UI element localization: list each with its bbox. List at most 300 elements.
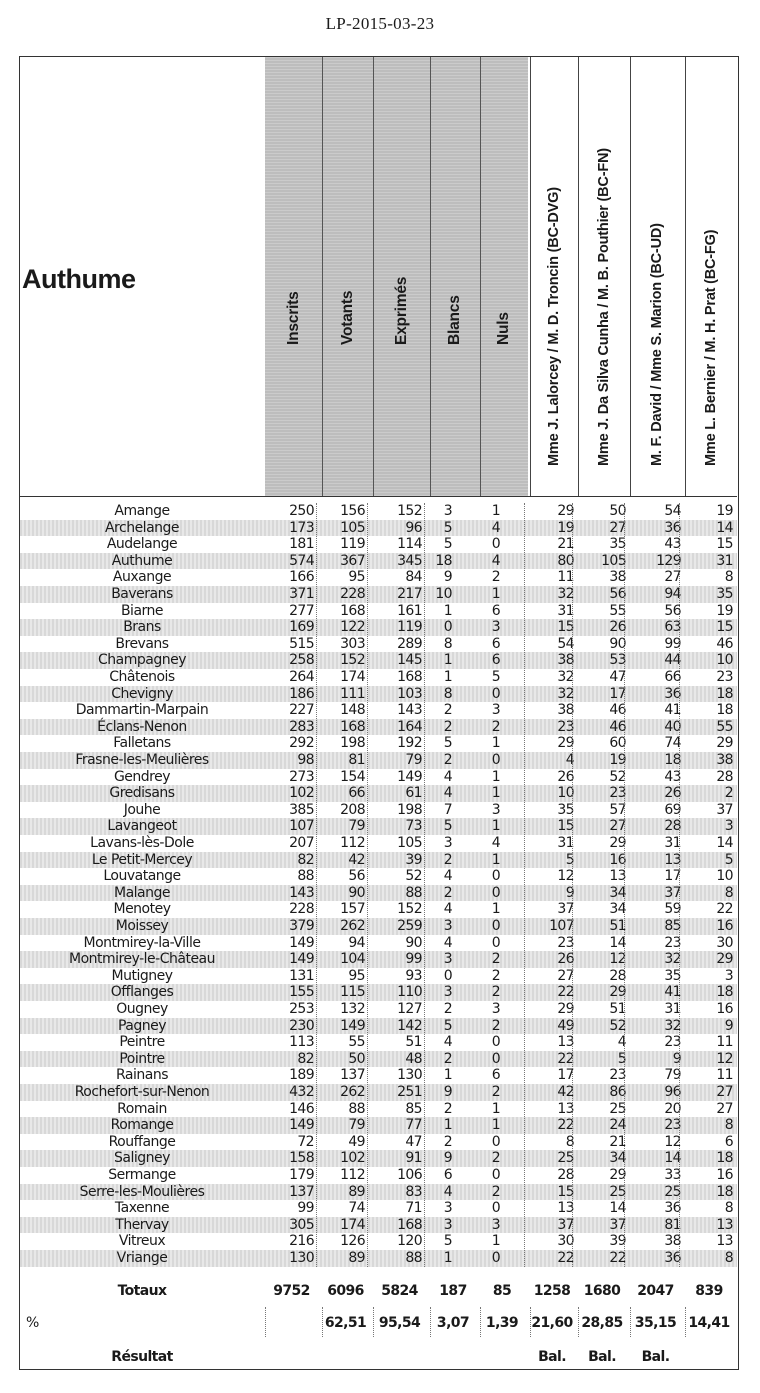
table-cell: 33 xyxy=(664,1167,681,1183)
table-cell: 145 xyxy=(397,652,422,669)
column-guide xyxy=(524,503,525,1267)
table-cell: 38 xyxy=(557,652,574,669)
table-cell: 37 xyxy=(609,1216,626,1233)
column-header-label: Exprimés xyxy=(392,276,410,345)
table-cell: 9 xyxy=(443,569,452,586)
table-cell: 132 xyxy=(340,1001,365,1017)
table-cell: 94 xyxy=(348,934,365,951)
table-cell: 14 xyxy=(716,835,733,851)
table-cell: 6 xyxy=(491,1067,500,1084)
table-cell: 289 xyxy=(397,635,422,652)
footer-divider xyxy=(265,1307,266,1337)
table-cell: 88 xyxy=(405,1250,422,1266)
table-cell: 198 xyxy=(340,735,365,752)
table-cell: 253 xyxy=(289,1001,314,1017)
table-cell: 35 xyxy=(664,967,681,984)
table-cell: 16 xyxy=(609,851,626,868)
table-cell: 16 xyxy=(716,1167,733,1183)
table-row xyxy=(20,1150,737,1167)
table-cell: 52 xyxy=(609,768,626,785)
table-cell: 158 xyxy=(289,1150,314,1167)
table-cell: 0 xyxy=(443,967,452,984)
table-cell: 6 xyxy=(724,1133,733,1150)
table-cell: 4 xyxy=(443,768,452,785)
table-cell: 37 xyxy=(557,901,574,918)
column-guide xyxy=(624,503,625,1267)
table-cell: 9 xyxy=(443,1084,452,1100)
table-cell: 38 xyxy=(557,702,574,719)
table-cell: 27 xyxy=(664,569,681,586)
table-row xyxy=(20,868,737,885)
table-cell: 5 xyxy=(617,1050,626,1067)
table-cell: 53 xyxy=(609,652,626,669)
table-cell: 29 xyxy=(557,735,574,752)
table-cell: 6 xyxy=(491,635,500,652)
table-cell: 15 xyxy=(716,536,733,553)
table-row xyxy=(20,1233,737,1250)
table-cell: 1 xyxy=(491,851,500,868)
table-cell: 90 xyxy=(405,934,422,951)
table-cell: 1 xyxy=(491,586,500,602)
table-cell: 88 xyxy=(405,884,422,901)
table-cell: 515 xyxy=(289,635,314,652)
table-row xyxy=(20,968,737,985)
table-cell: 96 xyxy=(664,1084,681,1100)
table-row xyxy=(20,885,737,902)
commune-name: Rochefort-sur-Nenon xyxy=(74,1084,210,1100)
table-cell: 88 xyxy=(348,1100,365,1117)
table-row xyxy=(20,1034,737,1051)
table-cell: 3 xyxy=(443,835,452,851)
table-cell: 2 xyxy=(443,1100,452,1117)
table-cell: 36 xyxy=(664,685,681,702)
table-cell: 130 xyxy=(289,1250,314,1266)
table-cell: 13 xyxy=(557,1100,574,1117)
table-cell: 4 xyxy=(491,552,500,569)
table-cell: 25 xyxy=(609,1183,626,1200)
commune-name: Moissey xyxy=(115,918,169,934)
table-cell: 173 xyxy=(289,519,314,536)
table-cell: 85 xyxy=(405,1100,422,1117)
table-cell: 3 xyxy=(443,503,452,519)
table-cell: 81 xyxy=(348,752,365,768)
commune-name: Dammartin-Marpain xyxy=(75,702,209,719)
table-cell: 15 xyxy=(716,619,733,636)
table-cell: 217 xyxy=(397,586,422,602)
table-cell: 71 xyxy=(405,1200,422,1217)
table-row xyxy=(20,686,737,703)
column-guide xyxy=(679,503,680,1267)
table-cell: 0 xyxy=(491,752,500,768)
table-cell: 5 xyxy=(443,519,452,536)
table-row xyxy=(20,818,737,835)
table-cell: 250 xyxy=(289,503,314,519)
table-cell: 19 xyxy=(609,752,626,768)
table-row xyxy=(20,1184,737,1201)
footer-cell: 21,60 xyxy=(531,1315,573,1331)
table-cell: 120 xyxy=(397,1233,422,1250)
table-cell: 42 xyxy=(348,851,365,868)
commune-name: Amange xyxy=(114,503,170,519)
table-cell: 56 xyxy=(348,868,365,885)
table-cell: 258 xyxy=(289,652,314,669)
table-cell: 149 xyxy=(397,768,422,785)
table-cell: 1 xyxy=(491,735,500,752)
table-cell: 22 xyxy=(557,984,574,1001)
table-row xyxy=(20,636,737,653)
table-cell: 56 xyxy=(609,586,626,602)
table-cell: 11 xyxy=(557,569,574,586)
table-cell: 0 xyxy=(491,1034,500,1051)
table-cell: 2 xyxy=(443,1133,452,1150)
table-row xyxy=(20,702,737,719)
commune-name: Malange xyxy=(114,884,170,901)
table-cell: 1 xyxy=(443,652,452,669)
header-col-candidate xyxy=(530,57,578,496)
commune-name: Audelange xyxy=(106,536,178,553)
table-cell: 25 xyxy=(664,1183,681,1200)
table-cell: 14 xyxy=(609,1200,626,1217)
table-cell: 105 xyxy=(340,519,365,536)
table-cell: 119 xyxy=(340,536,365,553)
table-cell: 19 xyxy=(557,519,574,536)
table-cell: 46 xyxy=(716,635,733,652)
footer-label: Résultat xyxy=(111,1349,173,1365)
commune-name: Vriange xyxy=(116,1250,168,1266)
table-row xyxy=(20,536,737,553)
table-cell: 38 xyxy=(716,752,733,768)
commune-name: Romange xyxy=(110,1117,174,1134)
table-cell: 0 xyxy=(491,868,500,885)
footer-cell: 28,85 xyxy=(581,1315,623,1331)
commune-name: Éclans-Nenon xyxy=(97,718,187,735)
table-row xyxy=(20,1001,737,1018)
table-cell: 60 xyxy=(609,735,626,752)
footer-cell: 187 xyxy=(439,1283,467,1299)
table-cell: 93 xyxy=(405,967,422,984)
table-cell: 14 xyxy=(716,519,733,536)
table-cell: 0 xyxy=(491,536,500,553)
table-cell: 1 xyxy=(443,1117,452,1134)
table-cell: 29 xyxy=(716,951,733,968)
table-cell: 74 xyxy=(664,735,681,752)
table-cell: 2 xyxy=(491,1183,500,1200)
table-cell: 12 xyxy=(716,1050,733,1067)
table-cell: 0 xyxy=(491,1167,500,1183)
results-table xyxy=(19,56,739,1370)
table-cell: 51 xyxy=(405,1034,422,1051)
table-row xyxy=(20,719,737,736)
commune-title: Authume xyxy=(22,264,136,294)
table-cell: 57 xyxy=(609,801,626,818)
table-cell: 23 xyxy=(609,785,626,802)
table-cell: 73 xyxy=(405,818,422,835)
table-cell: 37 xyxy=(664,884,681,901)
table-cell: 1 xyxy=(491,1100,500,1117)
table-cell: 34 xyxy=(609,1150,626,1167)
candidate-header-label: Mme J. Lalorcey / M. D. Troncin (BC-DVG) xyxy=(545,187,562,466)
column-header-label: Blancs xyxy=(446,295,463,345)
table-cell: 1 xyxy=(443,1250,452,1266)
table-cell: 27 xyxy=(557,967,574,984)
table-cell: 2 xyxy=(443,1001,452,1017)
table-cell: 228 xyxy=(289,901,314,918)
table-cell: 29 xyxy=(609,984,626,1001)
table-cell: 88 xyxy=(297,868,314,885)
table-cell: 3 xyxy=(443,951,452,968)
table-cell: 228 xyxy=(340,586,365,602)
footer-cell: 62,51 xyxy=(324,1315,367,1331)
table-cell: 3 xyxy=(491,801,500,818)
table-cell: 5 xyxy=(491,669,500,685)
table-cell: 35 xyxy=(609,536,626,553)
table-cell: 105 xyxy=(601,552,626,569)
commune-name: Frasne-les-Meulières xyxy=(75,752,209,768)
table-cell: 4 xyxy=(443,934,452,951)
table-cell: 11 xyxy=(716,1067,733,1084)
table-cell: 18 xyxy=(716,702,733,719)
table-cell: 166 xyxy=(289,569,314,586)
table-cell: 23 xyxy=(609,1067,626,1084)
table-cell: 18 xyxy=(716,1183,733,1200)
footer-label: % xyxy=(26,1315,39,1331)
header-col-stat xyxy=(373,57,430,496)
header-col-stat xyxy=(322,57,373,496)
table-row xyxy=(20,951,737,968)
table-cell: 3 xyxy=(724,967,733,984)
table-cell: 40 xyxy=(664,718,681,735)
table-cell: 104 xyxy=(340,951,365,968)
table-cell: 157 xyxy=(340,901,365,918)
table-cell: 122 xyxy=(340,619,365,636)
table-cell: 179 xyxy=(289,1167,314,1183)
table-cell: 25 xyxy=(557,1150,574,1167)
table-cell: 8 xyxy=(724,569,733,586)
table-cell: 26 xyxy=(609,619,626,636)
column-divider xyxy=(322,57,323,496)
table-cell: 81 xyxy=(664,1216,681,1233)
table-cell: 126 xyxy=(340,1233,365,1250)
table-row xyxy=(20,1134,737,1151)
table-cell: 49 xyxy=(557,1017,574,1034)
table-cell: 5 xyxy=(565,851,574,868)
table-cell: 46 xyxy=(609,702,626,719)
table-cell: 273 xyxy=(289,768,314,785)
table-cell: 8 xyxy=(724,884,733,901)
table-cell: 0 xyxy=(491,884,500,901)
table-cell: 74 xyxy=(348,1200,365,1217)
table-row xyxy=(20,752,737,769)
footer-divider xyxy=(578,1307,579,1337)
table-cell: 152 xyxy=(397,901,422,918)
table-cell: 35 xyxy=(716,586,733,602)
table-cell: 15 xyxy=(557,1183,574,1200)
table-cell: 91 xyxy=(405,1150,422,1167)
table-cell: 2 xyxy=(443,718,452,735)
table-cell: 18 xyxy=(716,685,733,702)
footer-cell: Bal. xyxy=(538,1349,566,1365)
table-cell: 102 xyxy=(340,1150,365,1167)
table-cell: 34 xyxy=(609,901,626,918)
table-cell: 146 xyxy=(289,1100,314,1117)
table-cell: 8 xyxy=(724,1117,733,1134)
commune-name: Gendrey xyxy=(113,768,171,785)
table-cell: 1 xyxy=(443,669,452,685)
table-cell: 4 xyxy=(443,901,452,918)
table-cell: 17 xyxy=(557,1067,574,1084)
table-cell: 23 xyxy=(716,669,733,685)
table-cell: 379 xyxy=(289,918,314,934)
table-cell: 149 xyxy=(289,951,314,968)
table-cell: 99 xyxy=(405,951,422,968)
table-row xyxy=(20,769,737,786)
table-row xyxy=(20,669,737,686)
table-cell: 23 xyxy=(557,934,574,951)
table-row xyxy=(20,1067,737,1084)
header-col-candidate xyxy=(578,57,630,496)
table-cell: 99 xyxy=(297,1200,314,1217)
table-cell: 2 xyxy=(491,967,500,984)
table-cell: 36 xyxy=(664,1200,681,1217)
table-cell: 31 xyxy=(664,835,681,851)
table-cell: 23 xyxy=(664,1034,681,1051)
table-cell: 44 xyxy=(664,652,681,669)
commune-name: Authume xyxy=(111,552,173,569)
table-cell: 54 xyxy=(664,503,681,519)
table-cell: 5 xyxy=(443,1233,452,1250)
table-cell: 23 xyxy=(664,934,681,951)
table-cell: 264 xyxy=(289,669,314,685)
table-cell: 82 xyxy=(297,851,314,868)
table-cell: 3 xyxy=(443,1200,452,1217)
table-row xyxy=(20,503,737,520)
commune-name: Champagney xyxy=(98,652,186,669)
table-row xyxy=(20,1018,737,1035)
table-cell: 1 xyxy=(443,1067,452,1084)
table-cell: 164 xyxy=(397,718,422,735)
table-cell: 110 xyxy=(397,984,422,1001)
table-cell: 30 xyxy=(557,1233,574,1250)
footer-cell: 85 xyxy=(492,1283,512,1299)
footer-divider xyxy=(373,1307,374,1337)
page-title: LP-2015-03-23 xyxy=(325,14,435,33)
table-cell: 86 xyxy=(609,1084,626,1100)
table-row xyxy=(20,835,737,852)
table-cell: 1 xyxy=(491,503,500,519)
commune-name: Jouhe xyxy=(123,801,161,818)
footer-cell: 1258 xyxy=(533,1283,571,1299)
column-guide xyxy=(367,503,368,1267)
table-row xyxy=(20,1101,737,1118)
table-cell: 262 xyxy=(340,1084,365,1100)
table-cell: 149 xyxy=(289,934,314,951)
table-cell: 24 xyxy=(609,1117,626,1134)
table-cell: 168 xyxy=(340,718,365,735)
table-cell: 29 xyxy=(557,503,574,519)
table-cell: 13 xyxy=(609,868,626,885)
table-cell: 28 xyxy=(557,1167,574,1183)
table-cell: 31 xyxy=(716,552,733,569)
table-cell: 149 xyxy=(340,1017,365,1034)
table-cell: 14 xyxy=(664,1150,681,1167)
table-cell: 18 xyxy=(716,984,733,1001)
table-cell: 174 xyxy=(340,1216,365,1233)
column-guide xyxy=(316,503,317,1267)
table-cell: 3 xyxy=(491,702,500,719)
table-cell: 28 xyxy=(609,967,626,984)
table-cell: 155 xyxy=(289,984,314,1001)
table-cell: 99 xyxy=(664,635,681,652)
column-divider xyxy=(373,57,374,496)
table-cell: 17 xyxy=(664,868,681,885)
table-cell: 55 xyxy=(348,1034,365,1051)
table-row xyxy=(20,852,737,869)
commune-name: Louvatange xyxy=(103,868,181,885)
table-cell: 2 xyxy=(491,718,500,735)
table-cell: 41 xyxy=(664,702,681,719)
table-cell: 55 xyxy=(716,718,733,735)
commune-name: Sermange xyxy=(108,1167,176,1183)
table-cell: 574 xyxy=(289,552,314,569)
table-cell: 56 xyxy=(664,602,681,619)
table-cell: 198 xyxy=(397,801,422,818)
table-cell: 8 xyxy=(565,1133,574,1150)
column-header-label: Inscrits xyxy=(284,291,302,345)
table-cell: 367 xyxy=(340,552,365,569)
footer-cell: 839 xyxy=(695,1283,723,1299)
table-cell: 4 xyxy=(617,1034,626,1051)
table-cell: 12 xyxy=(557,868,574,885)
table-cell: 50 xyxy=(348,1050,365,1067)
table-cell: 5 xyxy=(724,851,733,868)
footer-cell: 35,15 xyxy=(634,1315,677,1331)
table-cell: 79 xyxy=(348,1117,365,1134)
header-col-candidate xyxy=(685,57,737,496)
table-cell: 230 xyxy=(289,1017,314,1034)
table-cell: 43 xyxy=(664,768,681,785)
table-cell: 10 xyxy=(716,868,733,885)
footer-cell: 3,07 xyxy=(436,1315,470,1331)
table-cell: 114 xyxy=(397,536,422,553)
table-cell: 143 xyxy=(289,884,314,901)
table-cell: 2 xyxy=(491,1150,500,1167)
table-cell: 303 xyxy=(340,635,365,652)
table-cell: 137 xyxy=(289,1183,314,1200)
footer-cell: Bal. xyxy=(588,1349,616,1365)
footer-divider xyxy=(530,1307,531,1337)
table-cell: 28 xyxy=(716,768,733,785)
table-cell: 43 xyxy=(664,536,681,553)
table-cell: 385 xyxy=(289,801,314,818)
commune-name: Brans xyxy=(123,619,161,636)
table-cell: 79 xyxy=(405,752,422,768)
footer-cell: 9752 xyxy=(273,1283,310,1299)
table-cell: 2 xyxy=(491,951,500,968)
table-row xyxy=(20,1117,737,1134)
commune-name: Archelange xyxy=(104,519,180,536)
table-row xyxy=(20,553,737,570)
table-cell: 22 xyxy=(557,1117,574,1134)
table-cell: 0 xyxy=(491,1050,500,1067)
table-cell: 38 xyxy=(609,569,626,586)
table-cell: 1 xyxy=(491,1117,500,1134)
table-cell: 27 xyxy=(716,1084,733,1100)
commune-name: Brevans xyxy=(115,635,169,652)
table-cell: 95 xyxy=(348,569,365,586)
candidate-header-label: M. F. David / Mme S. Marion (BC-UD) xyxy=(649,223,665,466)
table-cell: 10 xyxy=(716,652,733,669)
table-row xyxy=(20,652,737,669)
